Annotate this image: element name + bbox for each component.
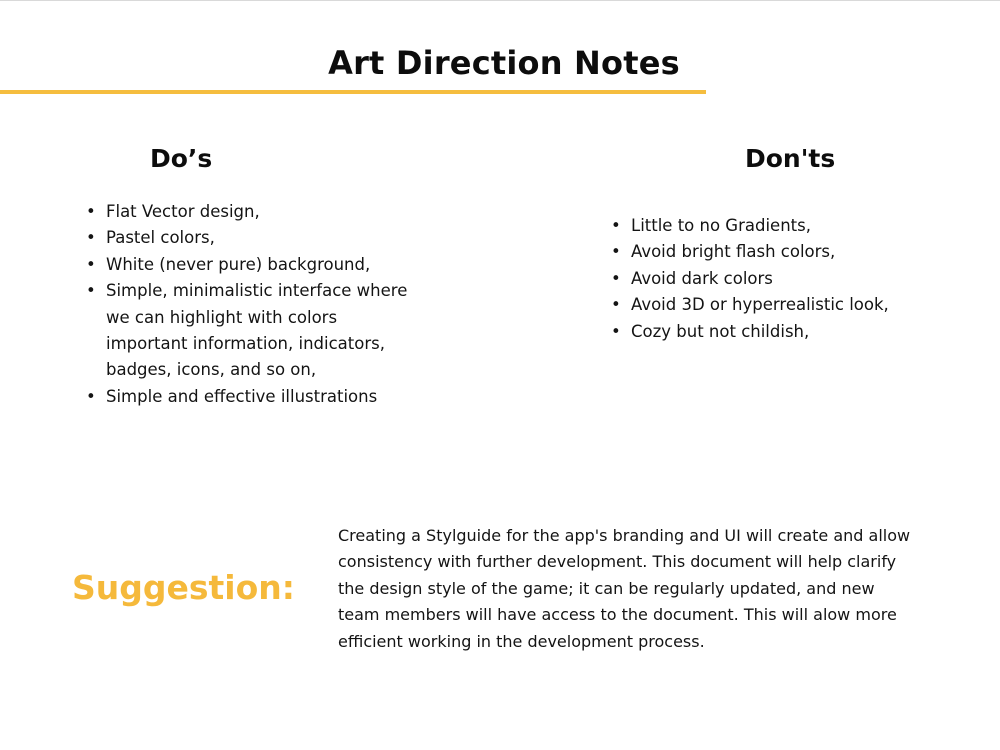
list-item: [86, 252, 416, 278]
bullet-icon: •: [86, 254, 96, 274]
bullet-icon: •: [611, 216, 621, 235]
list-item: [611, 292, 941, 318]
dos-item-text: Simple and effective illustrations: [106, 386, 378, 406]
bullet-icon: •: [611, 321, 621, 341]
page-title: Art Direction Notes: [328, 44, 680, 82]
list-item: [86, 199, 416, 225]
bullet-icon: •: [611, 242, 621, 262]
page-top-border: [0, 0, 1000, 1]
list-item: [611, 266, 941, 292]
dos-item-text: Simple, minimalistic interface where we can highlight with colors important information, indicators, badges, icons, and so on,: [106, 281, 408, 380]
donts-list: [611, 213, 941, 345]
list-item: [611, 213, 941, 239]
bullet-icon: •: [86, 228, 96, 248]
dos-item-text: Pastel colors,: [106, 228, 215, 248]
dos-heading: Do’s: [150, 144, 213, 173]
bullet-icon: •: [611, 295, 621, 315]
list-item: [611, 319, 941, 345]
bullet-icon: •: [86, 281, 96, 301]
dos-item-text: Flat Vector design,: [106, 202, 260, 221]
list-item: [86, 225, 416, 251]
dos-list: [86, 199, 416, 410]
suggestion-label: Suggestion:: [72, 568, 295, 607]
list-item: [611, 239, 941, 265]
bullet-icon: •: [86, 386, 96, 406]
donts-item-text: Cozy but not childish,: [631, 321, 810, 341]
donts-item-text: Little to no Gradients,: [631, 216, 811, 235]
list-item: [86, 278, 416, 384]
donts-item-text: Avoid bright flash colors,: [631, 242, 836, 262]
dos-item-text: White (never pure) background,: [106, 254, 371, 274]
title-underline: [0, 90, 706, 94]
list-item: [86, 384, 416, 410]
bullet-icon: •: [611, 268, 621, 288]
donts-item-text: Avoid dark colors: [631, 268, 773, 288]
suggestion-paragraph: Creating a Stylguide for the app's branding and UI will create and allow consistency with further development. This document will help clarify the design style of the game; it can be regularly updated, and new team members will have access to the document. This will alow more efficient working in the development process.: [338, 526, 911, 651]
donts-heading: Don'ts: [745, 144, 836, 173]
donts-item-text: Avoid 3D or hyperrealistic look,: [631, 295, 889, 315]
bullet-icon: •: [86, 202, 96, 221]
